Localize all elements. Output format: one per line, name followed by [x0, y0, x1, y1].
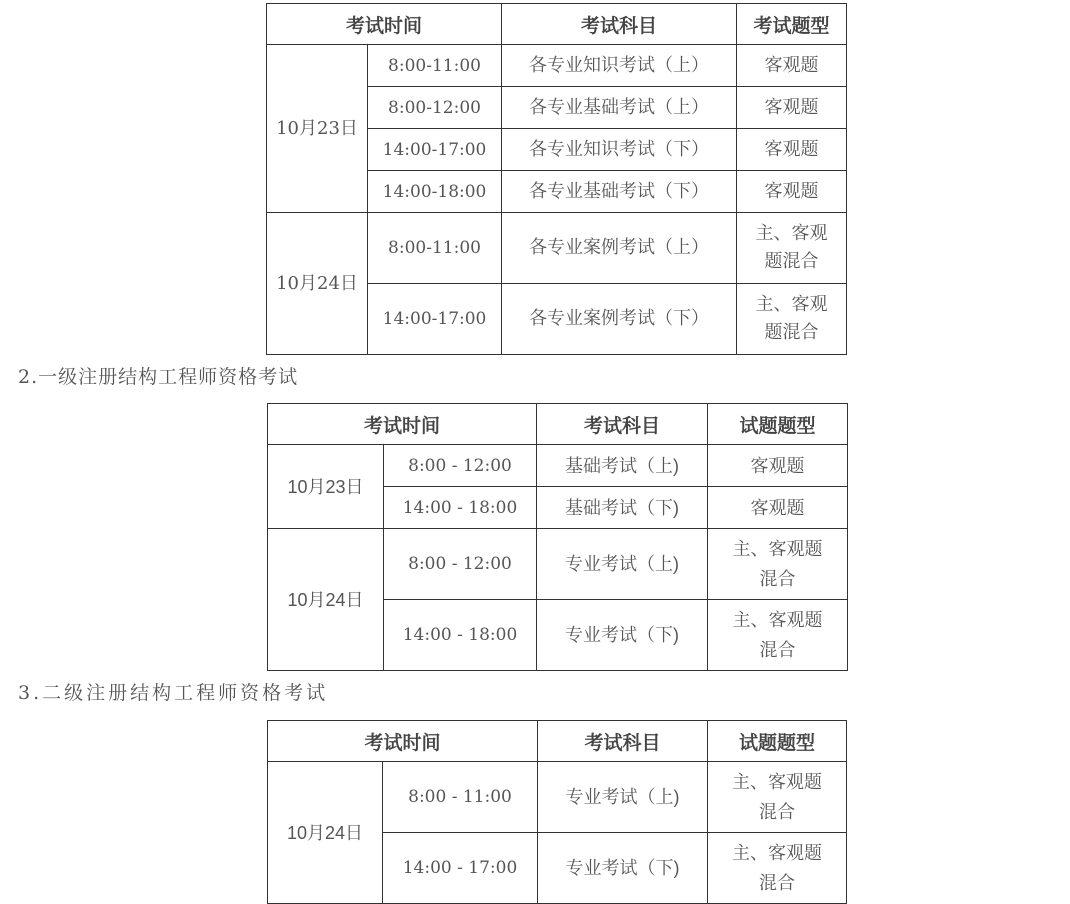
table-row [267, 213, 847, 284]
type-cell: 客观题 [737, 87, 847, 129]
type-line: 混合 [759, 802, 796, 822]
time-cell: 8:00 - 12:00 [384, 529, 537, 600]
type-line: 混合 [759, 569, 796, 589]
header-exam-time: 考试时间 [267, 4, 502, 45]
header-exam-subject: 考试科目 [537, 404, 708, 445]
date-cell: 10月24日 [268, 529, 384, 671]
header-question-type: 试题题型 [708, 721, 847, 762]
type-cell [708, 762, 847, 833]
date-cell: 10月24日 [268, 762, 383, 904]
header-exam-time: 考试时间 [268, 721, 538, 762]
header-exam-subject: 考试科目 [538, 721, 708, 762]
subject-cell: 专业考试（下) [538, 833, 708, 904]
header-question-type: 试题题型 [708, 404, 848, 445]
subject-cell: 各专业案例考试（上） [502, 213, 737, 284]
type-line: 主、客观 [755, 223, 828, 244]
table-row [267, 45, 847, 87]
time-cell: 8:00-12:00 [368, 87, 502, 129]
table-header-row [268, 721, 847, 762]
section-heading-2: 2.一级注册结构工程师资格考试 [18, 366, 299, 388]
subject-cell: 各专业案例考试（下） [502, 284, 737, 355]
header-exam-subject: 考试科目 [502, 4, 737, 45]
table-row [268, 529, 848, 600]
subject-cell: 各专业基础考试（下） [502, 171, 737, 213]
subject-cell: 专业考试（上) [537, 529, 708, 600]
date-cell: 10月23日 [268, 445, 384, 529]
type-cell: 客观题 [708, 445, 848, 487]
exam-schedule-table-2 [267, 403, 848, 671]
subject-cell: 专业考试（下) [537, 600, 708, 671]
date-cell: 10月24日 [267, 213, 368, 355]
type-line: 主、客观题 [732, 843, 823, 863]
table-header-row [268, 404, 848, 445]
header-exam-time: 考试时间 [268, 404, 537, 445]
type-line: 主、客观题 [732, 610, 823, 630]
exam-schedule-table-3 [267, 720, 847, 904]
type-line: 主、客观题 [732, 772, 823, 792]
type-line: 混合 [759, 640, 796, 660]
type-line: 混合 [759, 873, 796, 893]
subject-cell: 各专业知识考试（下） [502, 129, 737, 171]
type-cell: 客观题 [708, 487, 848, 529]
type-line: 题混合 [764, 322, 819, 343]
type-cell [708, 600, 848, 671]
time-cell: 14:00 - 18:00 [384, 600, 537, 671]
time-cell: 14:00-18:00 [368, 171, 502, 213]
table-header-row [267, 4, 847, 45]
subject-cell: 专业考试（上) [538, 762, 708, 833]
type-cell [737, 284, 847, 355]
time-cell: 14:00-17:00 [368, 284, 502, 355]
time-cell: 8:00 - 11:00 [383, 762, 538, 833]
type-line: 题混合 [764, 251, 819, 272]
type-cell: 客观题 [737, 45, 847, 87]
type-cell [708, 529, 848, 600]
time-cell: 8:00-11:00 [368, 213, 502, 284]
time-cell: 8:00 - 12:00 [384, 445, 537, 487]
time-cell: 14:00-17:00 [368, 129, 502, 171]
type-cell: 客观题 [737, 171, 847, 213]
header-question-type: 考试题型 [737, 4, 847, 45]
time-cell: 14:00 - 17:00 [383, 833, 538, 904]
date-cell: 10月23日 [267, 45, 368, 213]
section-heading-3: 3.二级注册结构工程师资格考试 [18, 682, 329, 704]
subject-cell: 基础考试（下) [537, 487, 708, 529]
subject-cell: 各专业知识考试（上） [502, 45, 737, 87]
table-row [268, 762, 847, 833]
time-cell: 8:00-11:00 [368, 45, 502, 87]
subject-cell: 基础考试（上) [537, 445, 708, 487]
type-cell [708, 833, 847, 904]
exam-schedule-table-1 [266, 3, 847, 355]
type-line: 主、客观 [755, 294, 828, 315]
type-cell: 客观题 [737, 129, 847, 171]
type-cell [737, 213, 847, 284]
type-line: 主、客观题 [732, 539, 823, 559]
subject-cell: 各专业基础考试（上） [502, 87, 737, 129]
table-row [268, 445, 848, 487]
time-cell: 14:00 - 18:00 [384, 487, 537, 529]
